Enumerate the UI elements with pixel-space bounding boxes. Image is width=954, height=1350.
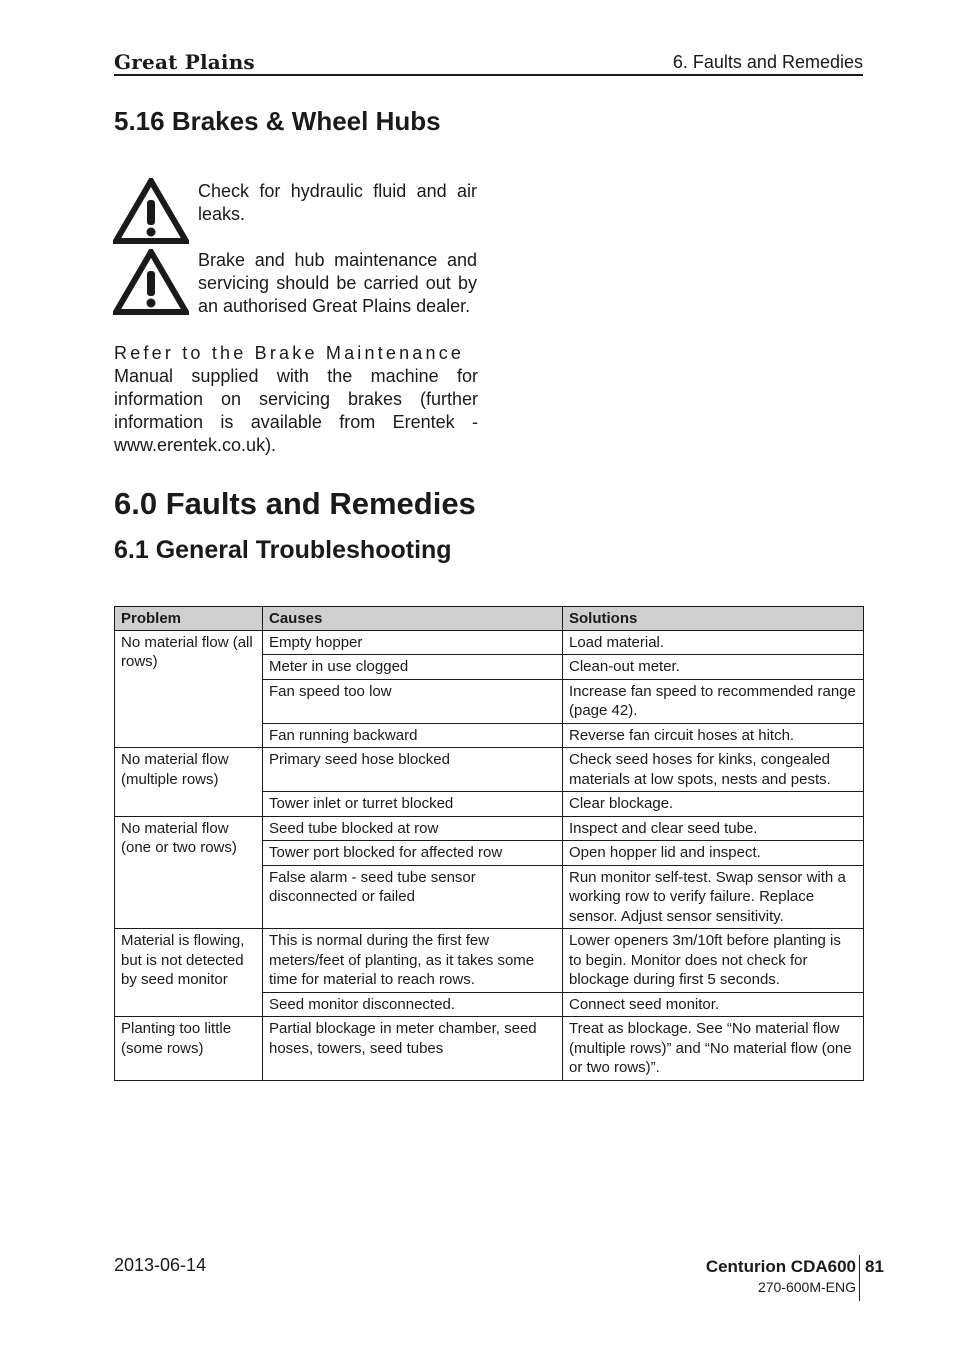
- table-row: [115, 1017, 864, 1081]
- cause-cell: Partial blockage in meter chamber, seed hoses, towers, seed tubes: [263, 1017, 563, 1081]
- cause-cell: Tower port blocked for affected row: [263, 841, 563, 866]
- warning-text-dealer: Brake and hub maintenance and servicing should be carried out by an authorised Great Plains dealer.: [198, 250, 477, 316]
- section-heading-faults: 6.0 Faults and Remedies: [114, 486, 476, 521]
- cause-cell: Seed tube blocked at row: [263, 816, 563, 841]
- column-header-causes: Causes: [263, 607, 563, 631]
- solution-cell: Lower openers 3m/10ft before planting is to begin. Monitor does not check for blockage during first 5 seconds.: [563, 929, 864, 993]
- solution-cell: Clean-out meter.: [563, 655, 864, 680]
- table-header-row: [115, 607, 864, 631]
- cause-cell: Seed monitor disconnected.: [263, 992, 563, 1017]
- table-row: [115, 929, 864, 993]
- cause-cell: Empty hopper: [263, 630, 563, 655]
- solution-cell: Check seed hoses for kinks, congealed materials at low spots, nests and pests.: [563, 748, 864, 792]
- cause-cell: Tower inlet or turret blocked: [263, 792, 563, 817]
- problem-cell: No material flow (all rows): [115, 630, 263, 748]
- column-header-solutions: Solutions: [563, 607, 864, 631]
- header-section-title: 6. Faults and Remedies: [672, 52, 863, 72]
- solution-cell: Run monitor self-test. Swap sensor with a working row to verify failure. Replace sensor. Adjust sensor sensitivity.: [563, 865, 864, 929]
- solution-cell: Reverse fan circuit hoses at hitch.: [563, 723, 864, 748]
- warning-triangle-icon: [113, 249, 189, 315]
- warning-triangle-icon: [113, 178, 189, 244]
- cause-cell: Fan running backward: [263, 723, 563, 748]
- column-header-problem: Problem: [115, 607, 263, 631]
- solution-cell: Open hopper lid and inspect.: [563, 841, 864, 866]
- cause-cell: Meter in use clogged: [263, 655, 563, 680]
- brake-manual-paragraph: [114, 342, 478, 457]
- refer-line-first: Refer to the Brake Maintenance: [114, 343, 465, 363]
- table-row: [115, 816, 864, 841]
- section-heading-troubleshooting: 6.1 General Troubleshooting: [114, 536, 452, 564]
- table-row: [115, 630, 864, 655]
- problem-cell: No material flow (multiple rows): [115, 748, 263, 817]
- section-heading-brakes: 5.16 Brakes & Wheel Hubs: [114, 106, 441, 136]
- troubleshooting-table: [114, 606, 864, 1081]
- brand-logo: Great Plains: [114, 50, 255, 74]
- cause-cell: This is normal during the first few meters/feet of planting, as it takes some time for material to reach rows.: [263, 929, 563, 993]
- solution-cell: Increase fan speed to recommended range (page 42).: [563, 679, 864, 723]
- solution-cell: Clear blockage.: [563, 792, 864, 817]
- problem-cell: Material is flowing, but is not detected by seed monitor: [115, 929, 263, 1017]
- solution-cell: Load material.: [563, 630, 864, 655]
- table-row: [115, 748, 864, 792]
- cause-cell: False alarm - seed tube sensor disconnected or failed: [263, 865, 563, 929]
- cause-cell: Fan speed too low: [263, 679, 563, 723]
- footer-date: 2013-06-14: [114, 1255, 207, 1275]
- refer-line-rest: Manual supplied with the machine for information on servicing brakes (further information is available from Erentek - www.erentek.co.uk).: [114, 366, 478, 455]
- page-number: 81: [865, 1257, 884, 1276]
- footer-divider: [859, 1255, 860, 1301]
- header-divider: [114, 74, 863, 76]
- solution-cell: Connect seed monitor.: [563, 992, 864, 1017]
- footer-manual-title: Centurion CDA600: [705, 1257, 856, 1276]
- solution-cell: Treat as blockage. See “No material flow (multiple rows)” and “No material flow (one or two rows)”.: [563, 1017, 864, 1081]
- problem-cell: Planting too little (some rows): [115, 1017, 263, 1081]
- problem-cell: No material flow (one or two rows): [115, 816, 263, 929]
- solution-cell: Inspect and clear seed tube.: [563, 816, 864, 841]
- cause-cell: Primary seed hose blocked: [263, 748, 563, 792]
- footer-document-code: 270-600M-ENG: [757, 1279, 856, 1295]
- warning-text-leaks: Check for hydraulic fluid and air leaks.: [198, 181, 477, 224]
